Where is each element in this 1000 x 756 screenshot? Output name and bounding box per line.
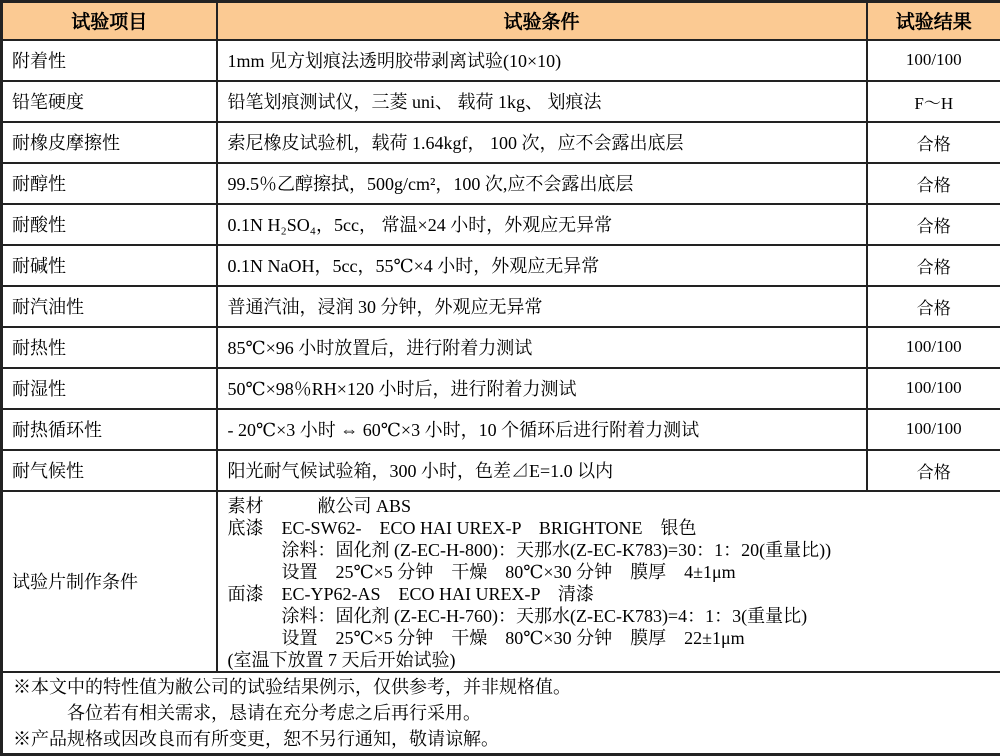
note-line-change-notice: ※产品规格或因改良而有所变更，恕不另行通知，敬请谅解。 (13, 726, 1000, 752)
table-row-adhesion (2, 40, 1000, 81)
test-item-cell: 耐湿性 (2, 368, 217, 409)
prep-line-primer-mix: 涂料：固化剂 (Z-EC-H-800)：天那水(Z-EC-K783)=30：1：20(重量比)) (228, 539, 995, 561)
prep-line-topcoat-setting: 设置 25℃×5 分钟 干燥 80℃×30 分钟 膜厚 22±1μm (228, 627, 995, 649)
table-row-notes (2, 672, 1000, 755)
table-row-heat-resistance (2, 327, 1000, 368)
test-condition-cell: 50℃×98％RH×120 小时后，进行附着力测试 (217, 368, 867, 409)
test-item-cell: 附着性 (2, 40, 217, 81)
test-condition-cell: 1mm 见方划痕法透明胶带剥离试验(10×10) (217, 40, 867, 81)
test-condition-cell: 普通汽油，浸润 30 分钟，外观应无异常 (217, 286, 867, 327)
test-item-cell: 铅笔硬度 (2, 81, 217, 122)
table-row-weather-resistance (2, 450, 1000, 491)
prep-condition-cell (217, 491, 1000, 672)
table-row-alcohol-resistance (2, 163, 1000, 204)
test-item-cell: 耐碱性 (2, 245, 217, 286)
test-result-cell: 合格 (867, 204, 1000, 245)
table-row-pencil-hardness (2, 81, 1000, 122)
note-line-advice: 各位若有相关需求，恳请在充分考虑之后再行采用。 (13, 700, 1000, 726)
test-result-cell: F～H (867, 81, 1000, 122)
test-result-cell: 合格 (867, 122, 1000, 163)
prep-line-room-temp: (室温下放置 7 天后开始试验) (228, 649, 995, 671)
header-test-condition: 试验条件 (217, 2, 867, 40)
test-item-cell: 耐热性 (2, 327, 217, 368)
note-line-disclaimer: ※本文中的特性值为敝公司的试验结果例示，仅供参考，并非规格值。 (13, 674, 1000, 700)
test-condition-cell: 阳光耐气候试验箱，300 小时，色差⊿E=1.0 以内 (217, 450, 867, 491)
test-item-cell: 耐汽油性 (2, 286, 217, 327)
test-condition-cell: 99.5％乙醇擦拭，500g/cm²，100 次,应不会露出底层 (217, 163, 867, 204)
notes-cell (2, 672, 1000, 755)
prep-line-primer: 底漆 EC-SW62- ECO HAI UREX-P BRIGHTONE 银色 (228, 517, 995, 539)
test-item-cell: 耐气候性 (2, 450, 217, 491)
test-item-cell: 耐热循环性 (2, 409, 217, 450)
table-row-specimen-preparation (2, 491, 1000, 672)
test-result-cell: 100/100 (867, 327, 1000, 368)
header-test-result: 试验结果 (867, 2, 1000, 40)
prep-line-substrate: 素材 敝公司 ABS (228, 495, 995, 517)
test-result-cell: 100/100 (867, 409, 1000, 450)
test-condition-cell: 0.1N H₂SO₄，5cc， 常温×24 小时，外观应无异常 (217, 204, 867, 245)
test-item-cell: 耐酸性 (2, 204, 217, 245)
table-row-gasoline-resistance (2, 286, 1000, 327)
table-header-row (2, 2, 1000, 40)
test-result-cell: 合格 (867, 450, 1000, 491)
test-condition-cell: 铅笔划痕测试仪，三菱 uni、 载荷 1kg、 划痕法 (217, 81, 867, 122)
test-item-cell: 耐橡皮摩擦性 (2, 122, 217, 163)
test-item-cell: 耐醇性 (2, 163, 217, 204)
test-condition-cell: - 20℃×3 小时 ⇔ 60℃×3 小时，10 个循环后进行附着力测试 (217, 409, 867, 450)
test-result-cell: 100/100 (867, 368, 1000, 409)
header-test-item: 试验项目 (2, 2, 217, 40)
table-row-acid-resistance (2, 204, 1000, 245)
test-result-cell: 合格 (867, 286, 1000, 327)
table-row-alkali-resistance (2, 245, 1000, 286)
table-row-humidity-resistance (2, 368, 1000, 409)
test-result-cell: 合格 (867, 163, 1000, 204)
test-result-cell: 合格 (867, 245, 1000, 286)
test-condition-cell: 0.1N NaOH，5cc，55℃×4 小时，外观应无异常 (217, 245, 867, 286)
prep-line-topcoat: 面漆 EC-YP62-AS ECO HAI UREX-P 清漆 (228, 583, 995, 605)
prep-line-topcoat-mix: 涂料：固化剂 (Z-EC-H-760)：天那水(Z-EC-K783)=4：1：3(重量比) (228, 605, 995, 627)
test-condition-cell: 索尼橡皮试验机，载荷 1.64kgf， 100 次，应不会露出底层 (217, 122, 867, 163)
test-result-cell: 100/100 (867, 40, 1000, 81)
test-condition-cell: 85℃×96 小时放置后，进行附着力测试 (217, 327, 867, 368)
prep-line-primer-setting: 设置 25℃×5 分钟 干燥 80℃×30 分钟 膜厚 4±1μm (228, 561, 995, 583)
table-row-eraser-abrasion (2, 122, 1000, 163)
prep-item-cell: 试验片制作条件 (2, 491, 217, 672)
table-row-thermal-cycle (2, 409, 1000, 450)
